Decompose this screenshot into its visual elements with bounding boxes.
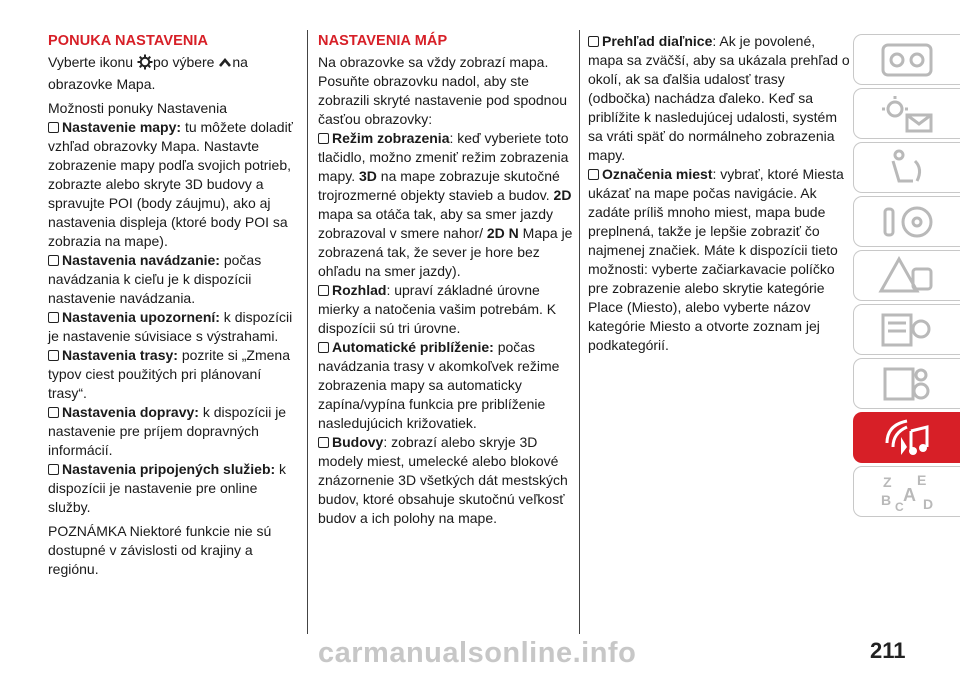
tab-dashboard[interactable]: [853, 34, 960, 85]
list-item: Automatické priblíženie: počas navádzania trasy v akomkoľvek režime zobrazenia mapy sa automaticky zapína/vypína funkcia pre priblíženie nasledujúcich križovatiek.: [318, 339, 560, 431]
intro-text-c: na obrazovke Mapa.: [48, 54, 248, 92]
multimedia-icon: [877, 417, 937, 459]
tab-multimedia[interactable]: [853, 412, 960, 463]
list-item: Režim zobrazenia: keď vyberiete toto tlačidlo, možno zmeniť režim zobrazenia mapy. 3D na mape zobrazuje skutočné trojrozmerné objekty stavieb a budov. 2D mapa sa otáča tak, aby sa smer jazdy zobrazoval v smere nahor/ 2D N Mapa je zobrazená tak, že sever je hore bez ohľadu na smer jazdy).: [318, 130, 573, 279]
svg-text:C: C: [895, 499, 904, 513]
svg-text:A: A: [903, 484, 916, 505]
column-3: [588, 32, 850, 355]
dashboard-icon: [877, 39, 937, 81]
tab-warning-lights[interactable]: [853, 88, 960, 139]
list-item: Nastavenia navádzanie: počas navádzania k cieľu je k dispozícii nastavenie navádzania.: [48, 252, 262, 306]
column-1: [48, 32, 300, 584]
column-2: [318, 32, 574, 528]
maintenance-icon: [877, 309, 937, 351]
checkbox-bullet-icon: [318, 342, 329, 353]
list-item: Nastavenia upozornení: k dispozícii je nastavenie súvisiace s výstrahami.: [48, 309, 293, 344]
list-item: Nastavenia dopravy: k dispozícii je nastavenie pre príjem dopravných informácií.: [48, 404, 287, 458]
intro-text-a: Vyberte ikonu: [48, 54, 134, 70]
list-item: Budovy: zobrazí alebo skryje 3D modely miest, umelecké alebo blokové znázornenie 3D všetkých dát mestských budov, ktoré obsahuje skutočnú veľkosť budov a ich polohy na mape.: [318, 434, 568, 526]
section-heading-settings-menu: PONUKA NASTAVENIA: [48, 33, 209, 49]
svg-text:E: E: [917, 471, 927, 488]
gear-icon: [137, 54, 153, 75]
column-divider: [579, 30, 580, 634]
checkbox-bullet-icon: [48, 122, 59, 133]
checkbox-bullet-icon: [318, 133, 329, 144]
note-paragraph: POZNÁMKA Niektoré funkcie nie sú dostupné v závislosti od krajiny a regiónu.: [48, 523, 272, 577]
settings-list: [48, 118, 300, 517]
checkbox-bullet-icon: [48, 255, 59, 266]
checkbox-bullet-icon: [588, 169, 599, 180]
seat-safety-icon: [877, 147, 937, 189]
intro-text-b: po výbere: [152, 54, 215, 70]
checkbox-bullet-icon: [48, 312, 59, 323]
tab-emergency[interactable]: [853, 250, 960, 301]
checkbox-bullet-icon: [318, 437, 329, 448]
tab-specifications[interactable]: [853, 358, 960, 409]
tab-seat-safety[interactable]: [853, 142, 960, 193]
intro-paragraph: Na obrazovke sa vždy zobrazí mapa. Posuňte obrazovku nadol, aby ste zobrazili skryté nastavenie pod spodnou časťou obrazovky:: [318, 54, 568, 127]
starting-driving-icon: [877, 201, 937, 243]
checkbox-bullet-icon: [48, 407, 59, 418]
section-heading-map-settings: NASTAVENIA MÁP: [318, 33, 448, 49]
checkbox-bullet-icon: [318, 285, 329, 296]
list-item: Prehľad diaľnice: Ak je povolené, mapa sa zväčší, aby sa ukázala prehľad o okolí, ak sa ďalšia udalosť trasy (odbočka) nachádza ďaleko. Keď sa priblížite k nasledujúcej udalosti, systém sa vráti späť do normálneho zobrazenia mapy.: [588, 33, 850, 163]
checkbox-bullet-icon: [48, 350, 59, 361]
warning-lights-icon: [877, 93, 937, 135]
page-number: 211: [870, 638, 906, 663]
column-divider: [307, 30, 308, 634]
svg-text:B: B: [881, 491, 892, 508]
list-item: Nastavenia trasy: pozrite si „Zmena typov ciest použitých pri plánovaní trasy“.: [48, 347, 290, 401]
index-icon: [877, 471, 937, 513]
svg-text:Z: Z: [883, 473, 892, 490]
checkbox-bullet-icon: [588, 36, 599, 47]
list-item: Nastavenia pripojených služieb: k dispozícii je nastavenie pre online služby.: [48, 461, 287, 515]
specifications-icon: [877, 363, 937, 405]
watermark: carmanualsonline.info: [318, 637, 637, 669]
tab-index[interactable]: [853, 466, 960, 517]
list-item: Rozhlad: upraví základné úrovne mierky a natočenia vašim potrebám. K dispozícii sú tri úrovne.: [318, 282, 557, 336]
list-item: Označenia miest: vybrať, ktoré Miesta ukázať na mape počas navigácie. Ak zadáte príliš mnoho miest, mapa bude preplnená, takže je lepšie zobraziť čo najmenej značiek. Máte k dispozícii tieto možnosti: vyberte začiarkavacie políčko pre zobrazenie alebo skrytie kategórie Place (Miesto), alebo vyberte názov kategórie Miesto a otvorte zoznam jej podkategórií.: [588, 166, 844, 353]
chevron-up-icon: [218, 56, 232, 75]
emergency-icon: [877, 255, 937, 297]
tab-starting-driving[interactable]: [853, 196, 960, 247]
submenu-title: Možnosti ponuky Nastavenia: [48, 100, 227, 116]
chapter-tabs: [853, 34, 960, 520]
list-item: Nastavenie mapy: tu môžete doladiť vzhľad obrazovky Mapa. Nastavte zobrazenie mapy podľa svojich potrieb, zobrazte alebo skryte 3D budovy a spravujte POI (body záujmu), ako aj nastavenia displeja (ktoré body POI sa zobrazia na mape).: [48, 119, 293, 249]
tab-maintenance[interactable]: [853, 304, 960, 355]
svg-text:D: D: [923, 495, 934, 512]
checkbox-bullet-icon: [48, 464, 59, 475]
intro-paragraph: [48, 53, 300, 94]
